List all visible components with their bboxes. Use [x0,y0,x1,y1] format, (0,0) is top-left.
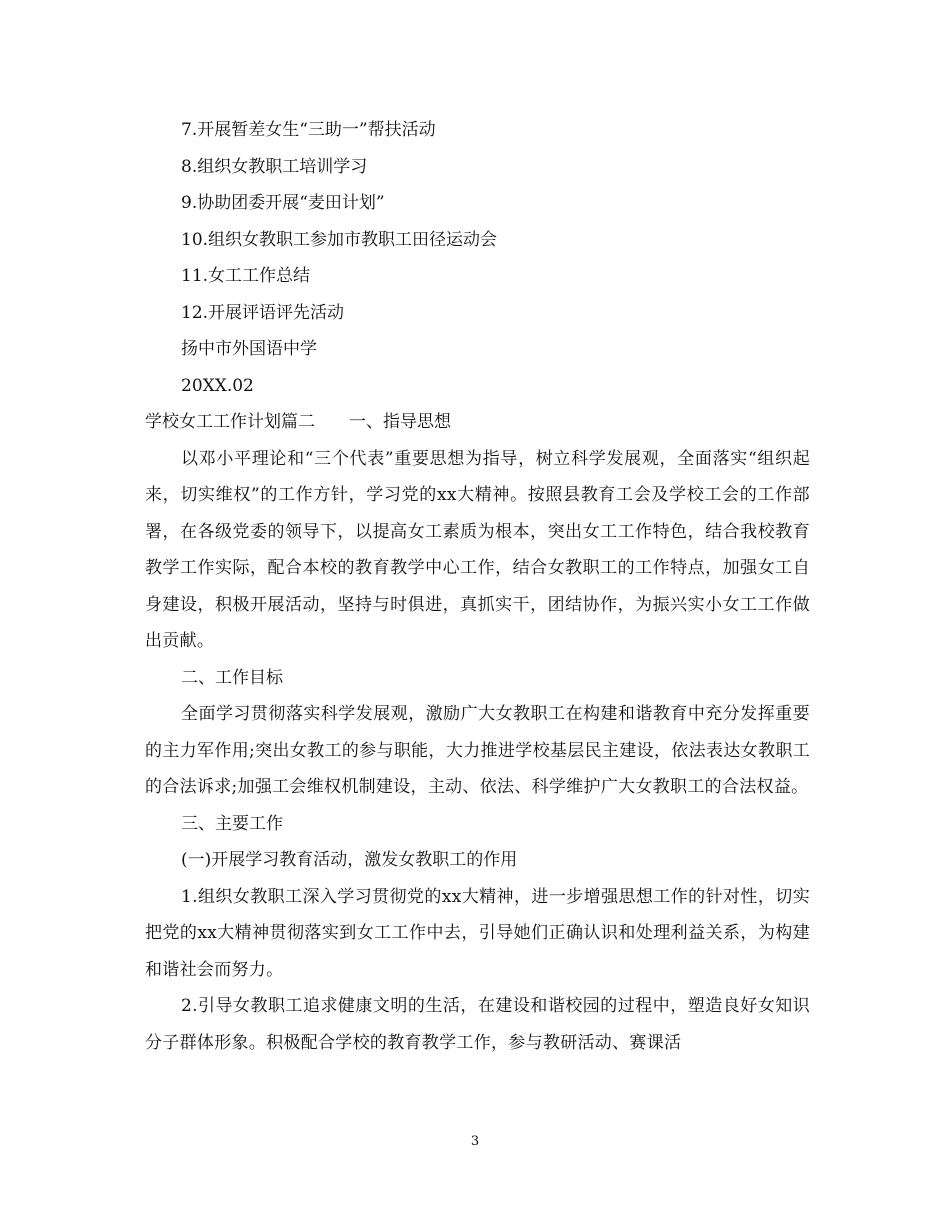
section-3-heading: 三、主要工作 [181,813,283,834]
list-item: 12.开展评语评先活动 [181,302,345,323]
subsection-1-heading: (一)开展学习教育活动，激发女教职工的作用 [181,850,518,870]
work-item-2: 2.引导女教职工追求健康文明的生活，在建设和谐校园的过程中，塑造良好女知识分子群体形象。积极配合学校的教育教学工作，参与教研活动、赛课活 [145,996,810,1053]
list-item: 9.协助团委开展“麦田计划” [181,193,385,213]
section-2-heading: 二、工作目标 [181,667,283,688]
document-body [145,112,810,1061]
signature-date: 20XX.02 [181,375,254,396]
work-item-1: 1.组织女教职工深入学习贯彻党的xx大精神，进一步增强思想工作的针对性，切实把党的xx大精神贯彻落实到女工工作中去，引导她们正确认识和处理利益关系，为构建和谐社会而努力。 [145,886,810,980]
list-item: 8.组织女教职工培训学习 [181,156,368,177]
list-item: 10.组织女教职工参加市教职工田径运动会 [181,229,498,250]
section-title-row [145,404,810,441]
section-title: 学校女工工作计划篇二 [145,412,315,432]
signature-school: 扬中市外国语中学 [181,339,317,359]
page-number: 3 [470,1134,480,1149]
list-item: 7.开展暂差女生“三助一”帮扶活动 [181,120,436,140]
section-2-body: 全面学习贯彻落实科学发展观，激励广大女教职工在构建和谐教育中充分发挥重要的主力军作用;突出女教工的参与职能，大力推进学校基层民主建设，依法表达女教职工的合法诉求;加强工会维权机制建设，主动、依法、科学维护广大女教职工的合法权益。 [145,704,810,797]
list-item: 11.女工工作总结 [181,266,311,286]
section-1-body: 以邓小平理论和“三个代表”重要思想为指导，树立科学发展观，全面落实“组织起来，切实维权”的工作方针，学习党的xx大精神。按照县教育工会及学校工会的工作部署，在各级党委的领导下，以提高女工素质为根本，突出女工工作特色，结合我校教育教学工作实际，配合本校的教育教学中心工作，结合女教职工的工作特点，加强女工自身建设，积极开展活动，坚持与时俱进，真抓实干，团结协作，为振兴实小女工工作做出贡献。 [145,448,810,651]
section-1-heading: 一、指导思想 [349,412,451,432]
